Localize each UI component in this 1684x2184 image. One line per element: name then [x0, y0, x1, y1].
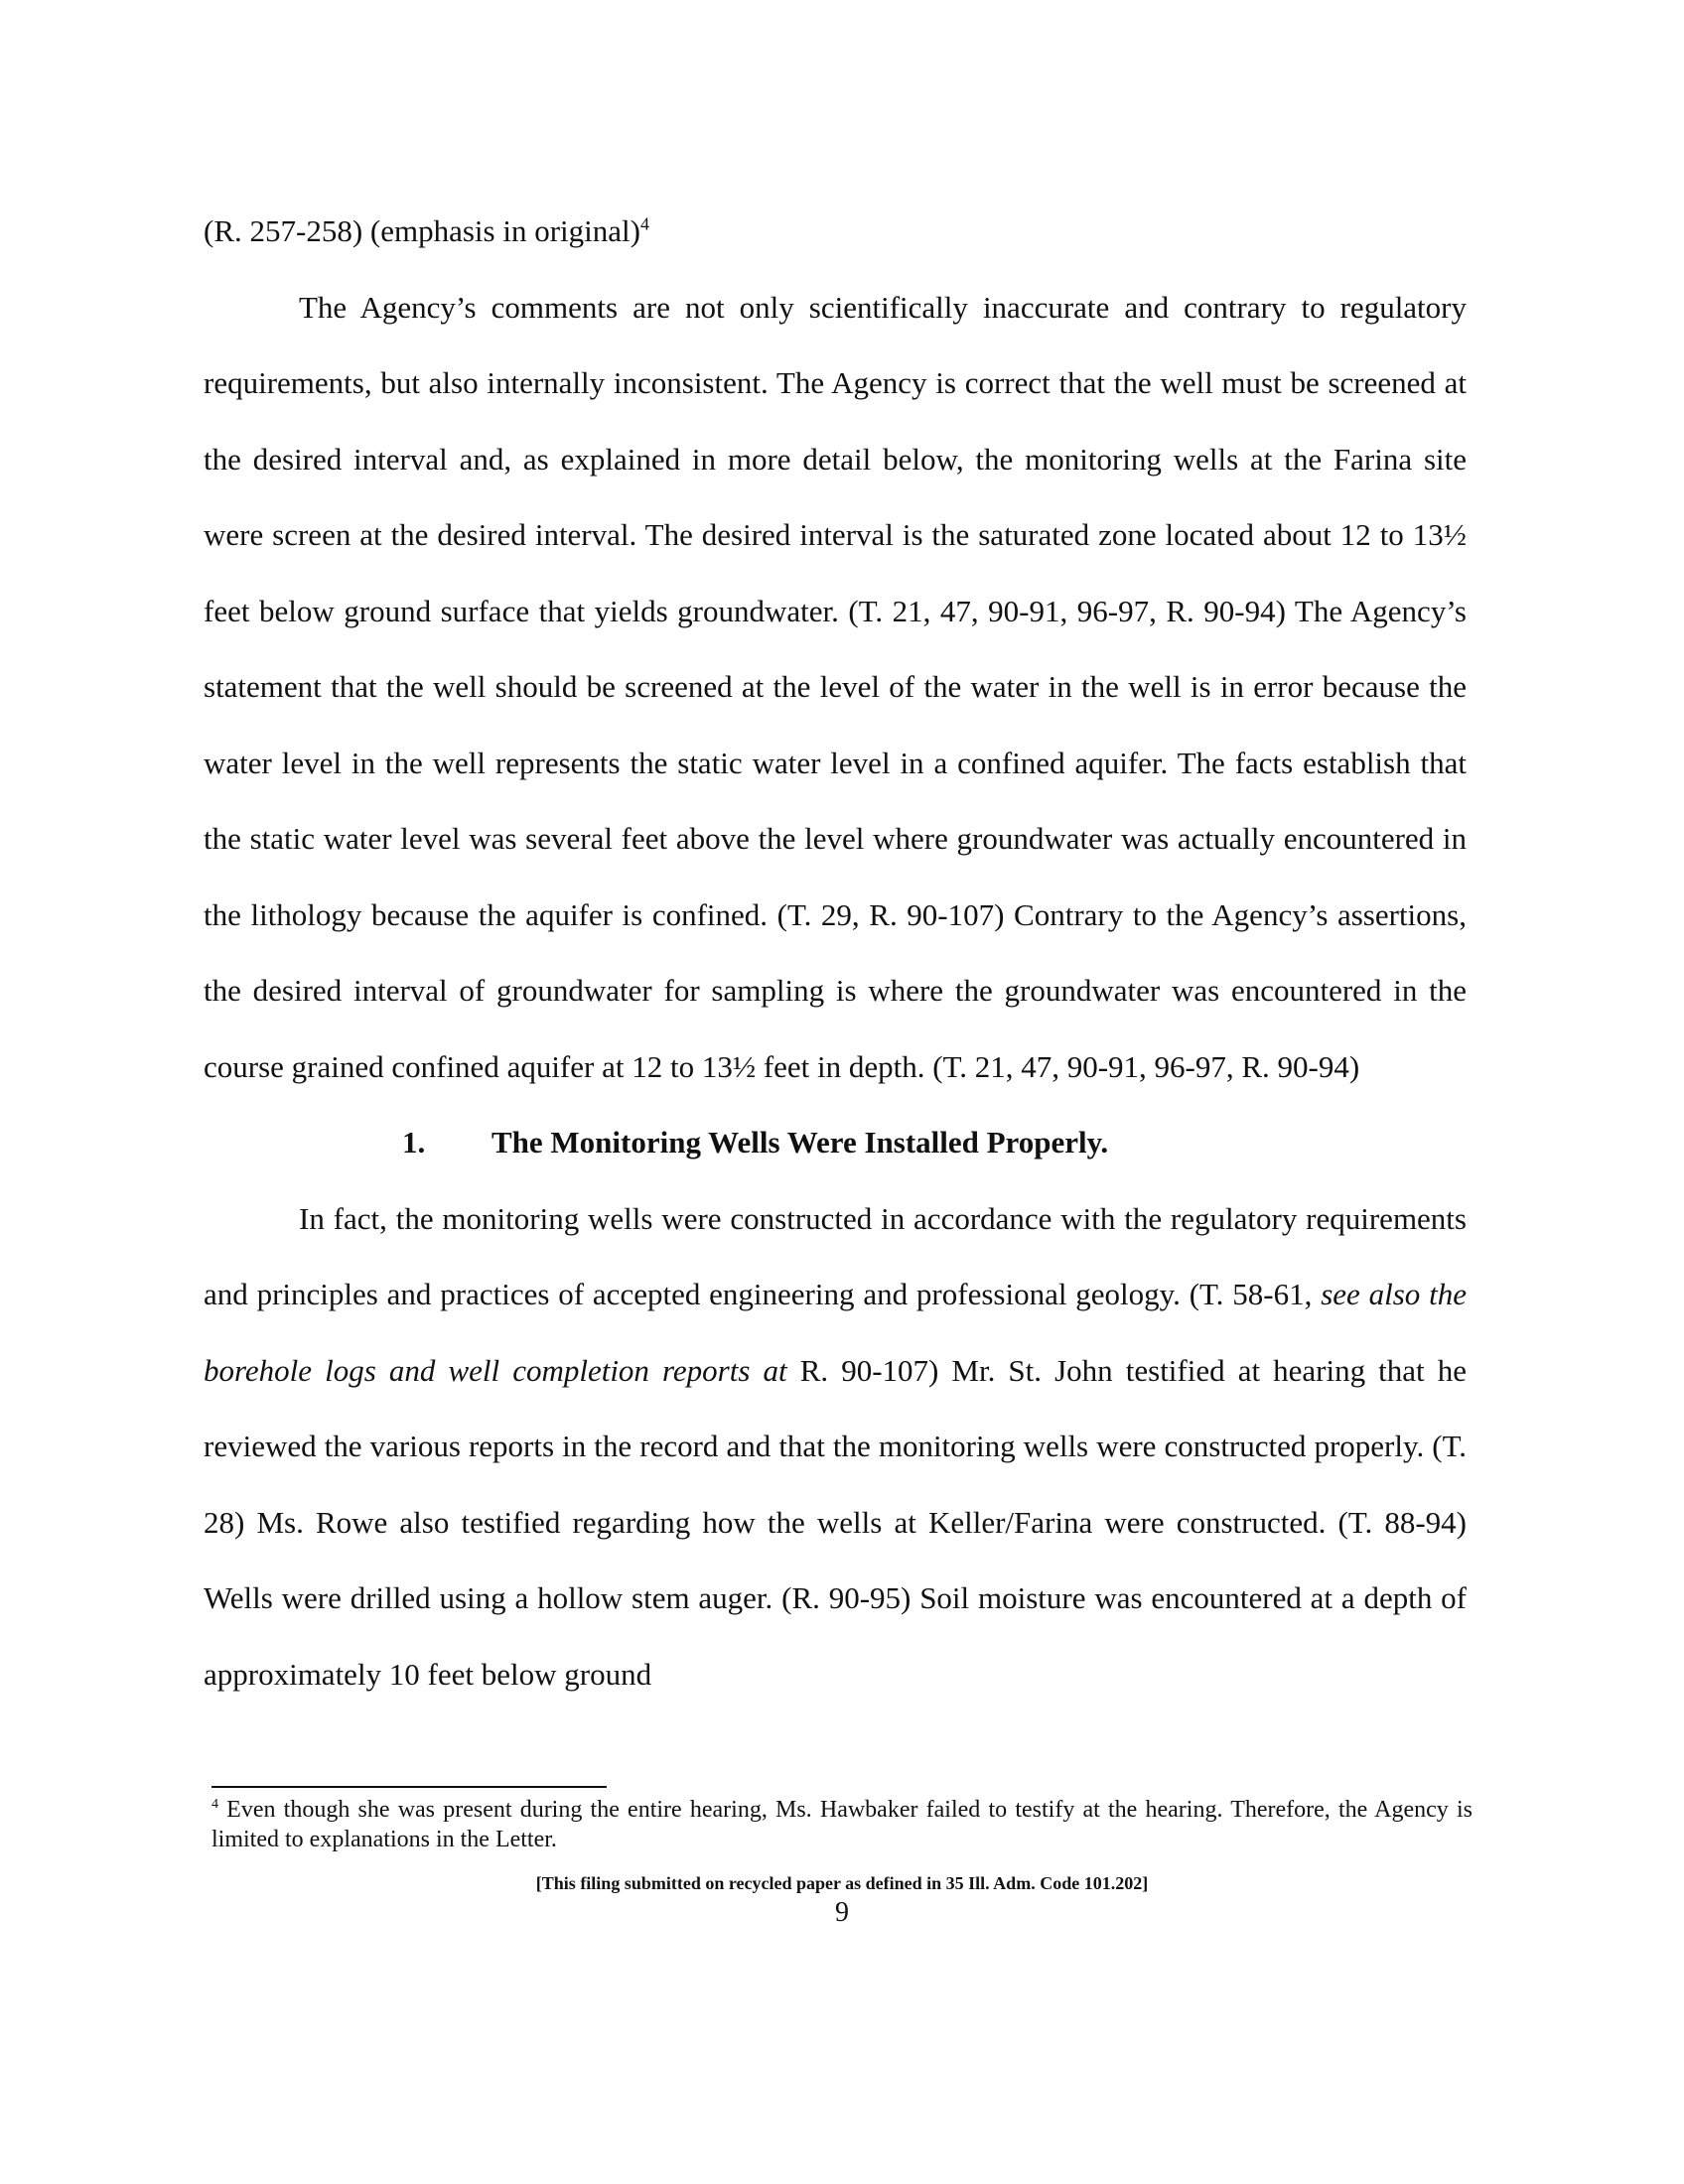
opening-citation-text: (R. 257-258) (emphasis in original)	[204, 213, 640, 248]
page-number: 9	[835, 1897, 849, 1928]
paragraph-wells-emphasis: see also the borehole logs and well completion reports at	[204, 1277, 1467, 1388]
paragraph-wells-construction	[204, 1181, 1467, 1713]
paragraph-wells-part-2: R. 90-107) Mr. St. John testified at hearing that he reviewed the various reports in the record and that the monitoring wells were constructed properly. (T. 28) Ms. Rowe also testified regarding how the wells at Keller/Farina were constructed. (T. 88-94) Wells were drilled using a hollow stem auger. (R. 90-95) Soil moisture was encountered at a depth of approximately 10 feet below ground	[204, 1352, 1467, 1692]
opening-citation	[204, 194, 1467, 270]
body-text	[204, 194, 1467, 1712]
section-heading	[204, 1105, 1467, 1181]
paragraph-agency-comments: The Agency’s comments are not only scientifically inaccurate and contrary to regulatory requirements, but also internally inconsistent. The Agency is correct that the well must be screened at the desired interval and, as explained in more detail below, the monitoring wells at the Farina site were screen at the desired interval. The desired interval is the saturated zone located about 12 to 13½ feet below ground surface that yields groundwater. (T. 21, 47, 90-91, 96-97, R. 90-94) The Agency’s statement that the well should be screened at the level of the water in the well is in error because the water level in the well represents the static water level in a confined aquifer. The facts establish that the static water level was several feet above the level where groundwater was actually encountered in the lithology because the aquifer is confined. (T. 29, R. 90-107) Contrary to the Agency’s assertions, the desired interval of groundwater for sampling is where the groundwater was encountered in the course grained confined aquifer at 12 to 13½ feet in depth. (T. 21, 47, 90-91, 96-97, R. 90-94)	[204, 289, 1467, 1084]
footnote-marker: 4	[211, 1797, 218, 1812]
filing-note: [This filing submitted on recycled paper as defined in 35 Ill. Adm. Code 101.202]	[535, 1873, 1149, 1893]
section-title: The Monitoring Wells Were Installed Properly.	[491, 1125, 1109, 1160]
footnote-text: Even though she was present during the entire hearing, Ms. Hawbaker failed to testify at the hearing. Therefore, the Agency is limited to explanations in the Letter.	[211, 1797, 1473, 1852]
paragraph-wells-part-1: In fact, the monitoring wells were constructed in accordance with the regulatory requirements and principles and practices of accepted engineering and professional geology. (T. 58-61,	[204, 1200, 1467, 1311]
section-number: 1.	[402, 1125, 426, 1160]
footnote-divider	[211, 1786, 607, 1788]
footnote	[211, 1795, 1473, 1854]
footnote-reference: 4	[639, 213, 649, 234]
